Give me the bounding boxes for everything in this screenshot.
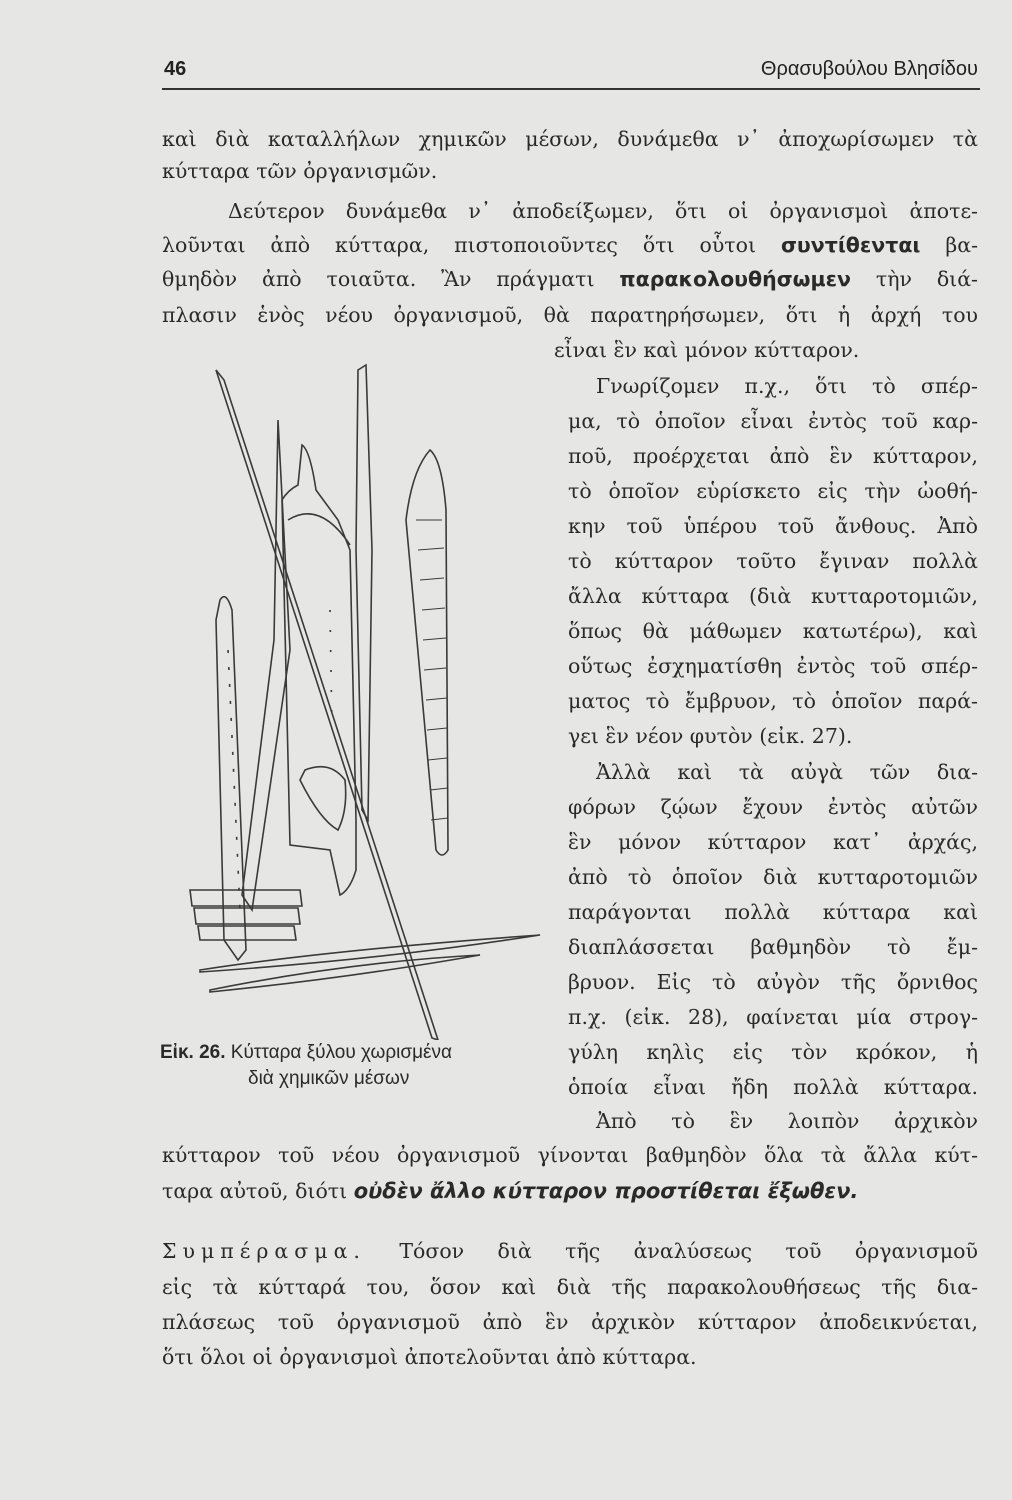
text-span: βα- [920, 233, 978, 257]
right-line: ποῦ, προέρχεται ἀπὸ ἓν κύτταρον, [568, 444, 978, 468]
paragraph2-line4: πλασιν ἑνὸς νέου ὀργανισμοῦ, θὰ παρατηρήσωμεν, ὅτι ἡ ἀρχή του [162, 303, 978, 327]
right-line: φόρων ζῴων ἔχουν ἐντὸς αὐτῶν [568, 795, 978, 819]
paragraph-end-line2 [162, 1178, 858, 1204]
right-line: τὸ ὁποῖον εὑρίσκετο εἰς τὴν ὠοθή- [568, 479, 978, 503]
right-line: οὕτως ἐσχηματίσθη ἐντὸς τοῦ σπέρ- [568, 654, 978, 678]
right-line: ἄλλα κύτταρα (διὰ κυτταροτομιῶν, [568, 584, 978, 608]
text-span: ταρα αὐτοῦ, διότι [162, 1179, 354, 1203]
caption-line2: διὰ χημικῶν μέσων [248, 1068, 410, 1089]
right-line: ὅπως θὰ μάθωμεν κατωτέρω), καὶ [568, 619, 978, 643]
caption-line1 [160, 1040, 560, 1066]
paragraph1-line2: κύτταρα τῶν ὀργανισμῶν. [162, 159, 438, 183]
caption-label: Εἰκ. 26. [160, 1042, 226, 1063]
right-line: Ἀπὸ τὸ ἓν λοιπὸν ἀρχικὸν [596, 1109, 978, 1133]
caption-text: Κύτταρα ξύλου χωρισμένα [225, 1042, 452, 1063]
text-span: τὴν διά- [850, 267, 978, 291]
cell-fragment-2 [194, 908, 300, 924]
bold-term: παρακολουθήσωμεν [619, 267, 851, 291]
conclusion-line2: εἰς τὰ κύτταρά του, ὅσον καὶ διὰ τῆς παρακολουθήσεως τῆς δια- [162, 1275, 978, 1299]
conclusion-line1 [162, 1238, 978, 1264]
page-number: 46 [164, 58, 187, 80]
paragraph2-line2 [162, 232, 978, 258]
conclusion-label: Συμπέρασμα. [162, 1239, 366, 1263]
right-line: κην τοῦ ὑπέρου τοῦ ἄνθους. Ἀπὸ [568, 514, 978, 538]
cell-fragment-1 [190, 890, 302, 906]
text-span: λοῦνται ἀπὸ κύτταρα, πιστοποιοῦντες ὅτι οὗτοι [162, 233, 781, 257]
page-header [162, 56, 980, 90]
right-line: μα, τὸ ὁποῖον εἶναι ἐντὸς τοῦ καρ- [568, 409, 978, 433]
fiber-center [356, 365, 372, 820]
right-line: ἀπὸ τὸ ὁποῖον διὰ κυτταροτομιῶν [568, 865, 978, 889]
right-line: ὁποία εἶναι ἤδη πολλὰ κύτταρα. [568, 1075, 978, 1099]
fiber-thin-left [242, 420, 290, 910]
vessel-element [282, 445, 356, 895]
paragraph2-line5: εἶναι ἓν καὶ μόνον κύτταρον. [554, 338, 860, 362]
right-line: τὸ κύτταρον τοῦτο ἔγιναν πολλὰ [568, 549, 978, 573]
conclusion-line3: πλάσεως τοῦ ὀργανισμοῦ ἀπὸ ἓν ἀρχικὸν κύτταρον ἀποδεικνύεται, [162, 1310, 978, 1334]
wood-cells-illustration [180, 350, 570, 1040]
text-span: Τόσον διὰ τῆς ἀναλύσεως τοῦ ὀργανισμοῦ [365, 1239, 978, 1263]
bold-term: συντίθενται [780, 233, 921, 257]
paragraph2-line1: Δεύτερον δυνάμεθα ν᾽ ἀποδείξωμεν, ὅτι οἱ ὀργανισμοὶ ἀποτε- [228, 199, 978, 223]
conclusion-line4: ὅτι ὅλοι οἱ ὀργανισμοὶ ἀποτελοῦνται ἀπὸ κύτταρα. [162, 1345, 697, 1369]
vessel-perforation [300, 767, 346, 830]
cell-fragment-3 [198, 926, 296, 940]
text-span: θμηδὸν ἀπὸ τοιαῦτα. Ἂν πράγματι [162, 267, 620, 291]
right-line: Ἀλλὰ καὶ τὰ αὐγὰ τῶν δια- [596, 760, 978, 784]
right-line: διαπλάσσεται βαθμηδὸν τὸ ἔμ- [568, 935, 978, 959]
right-line: παράγονται πολλὰ κύτταρα καὶ [568, 900, 978, 924]
right-line: βρυον. Εἰς τὸ αὐγὸν τῆς ὄρνιθος [568, 970, 978, 994]
right-line: γύλη κηλὶς εἰς τὸν κρόκον, ἡ [568, 1040, 978, 1064]
figure-caption [160, 1040, 560, 1092]
right-line: ματος τὸ ἔμβρυον, τὸ ὁποῖον παρά- [568, 689, 978, 713]
vessel-top-rim [288, 514, 350, 545]
bold-term: οὐδὲν ἄλλο κύτταρον προστίθεται ἔξωθεν. [353, 1179, 859, 1203]
paragraph2-line3 [162, 266, 978, 292]
running-title: Θρασυβούλου Βλησίδου [760, 58, 978, 80]
tracheid-spiral [406, 450, 448, 855]
spiral-thickening [416, 520, 448, 820]
right-line: ἓν μόνον κύτταρον κατ᾽ ἀρχάς, [568, 830, 978, 854]
right-line: Γνωρίζομεν π.χ., ὅτι τὸ σπέρ- [596, 374, 978, 398]
right-line: π.χ. (εἰκ. 28), φαίνεται μία στρογ- [568, 1005, 978, 1029]
right-line: γει ἓν νέον φυτὸν (εἰκ. 27). [568, 724, 853, 748]
paragraph1-line1: καὶ διὰ καταλλήλων χημικῶν μέσων, δυνάμεθα ν᾽ ἀποχωρίσωμεν τὰ [162, 127, 978, 151]
paragraph-end-line1: κύτταρον τοῦ νέου ὀργανισμοῦ γίνονται βαθμηδὸν ὅλα τὰ ἄλλα κύτ- [162, 1143, 978, 1167]
